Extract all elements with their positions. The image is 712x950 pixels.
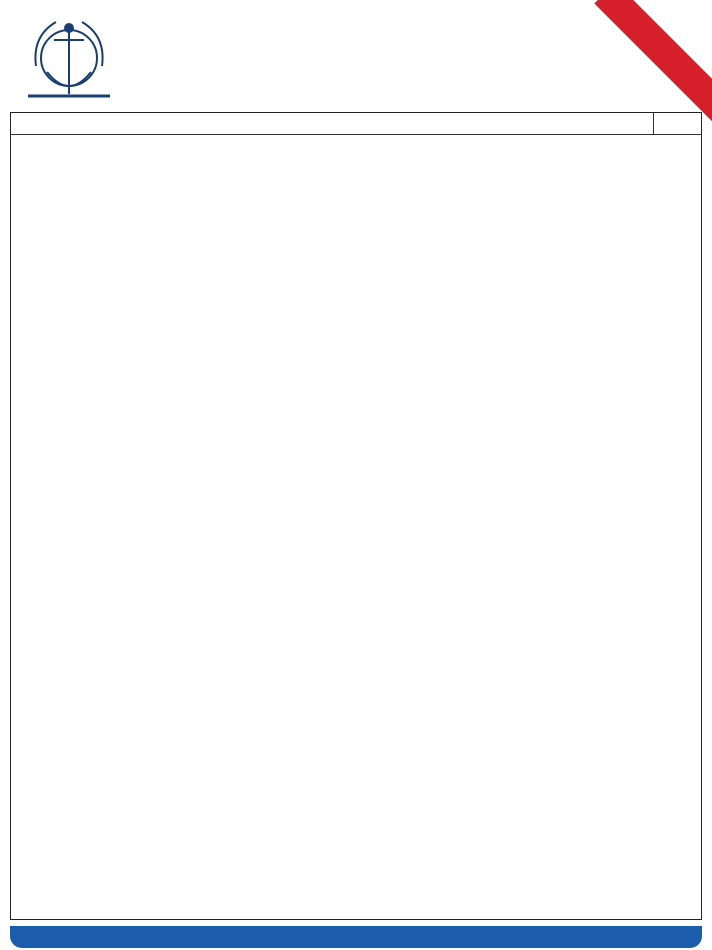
table-header-row xyxy=(11,113,701,135)
column-header-row-number xyxy=(653,113,701,134)
header xyxy=(0,0,712,128)
ports-organization-logo xyxy=(14,6,124,118)
tender-table xyxy=(10,112,702,920)
edition-ribbon xyxy=(594,0,712,124)
column-header-description xyxy=(11,113,653,134)
footer-banner xyxy=(10,926,702,948)
